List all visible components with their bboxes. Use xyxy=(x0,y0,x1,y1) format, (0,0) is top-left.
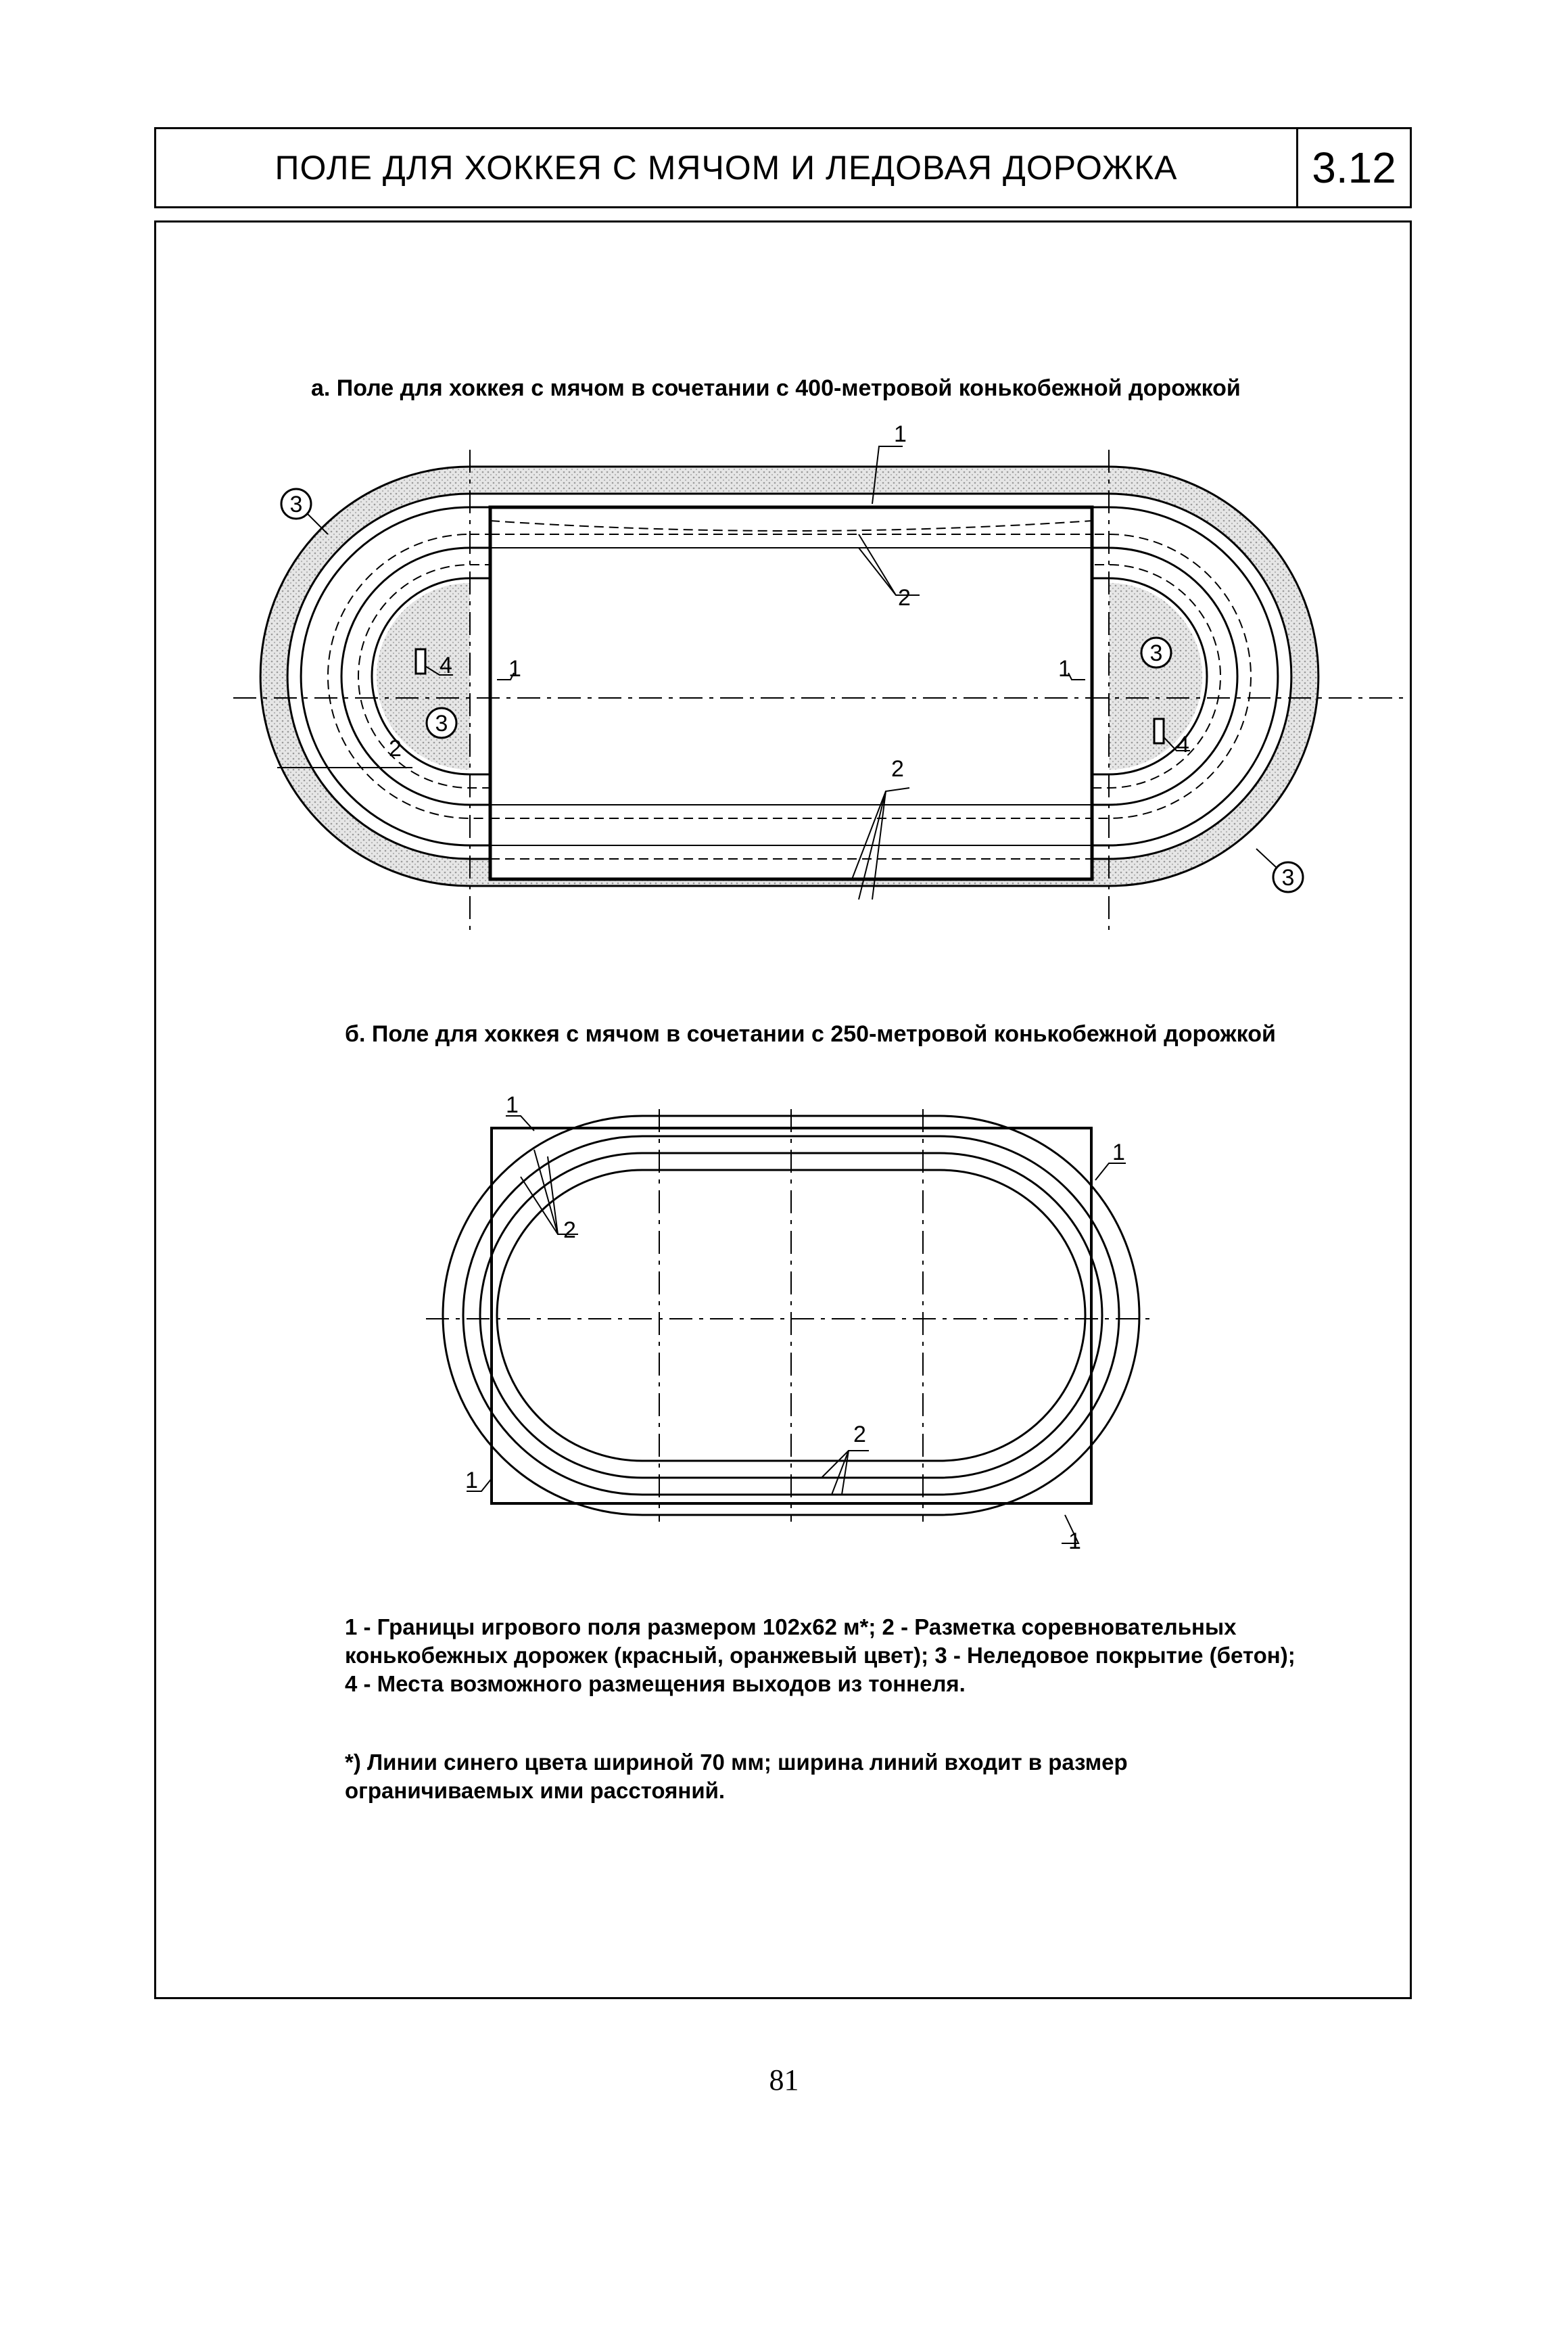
figure-b-caption: б. Поле для хоккея с мячом в сочетании с 250-метровой конькобежной дорожкой xyxy=(345,1021,1276,1047)
playing-field xyxy=(490,507,1092,879)
label-b-1-bottomright: 1 xyxy=(1068,1528,1081,1554)
label-1-right: 1 xyxy=(1058,656,1071,682)
svg-text:3: 3 xyxy=(1281,865,1295,891)
legend-line-1: 1 - Границы игрового поля размером 102х62 м*; 2 - Разметка соревновательных xyxy=(345,1614,1237,1639)
label-3-bottom-right xyxy=(1256,849,1303,892)
page-title: ПОЛЕ ДЛЯ ХОККЕЯ С МЯЧОМ И ЛЕДОВАЯ ДОРОЖКА xyxy=(275,149,1178,187)
label-b-1-right: 1 xyxy=(1112,1140,1125,1165)
label-2-bottom: 2 xyxy=(891,756,904,782)
label-3-top-left xyxy=(281,489,328,534)
label-4-left: 4 xyxy=(439,653,452,678)
label-b-2-top: 2 xyxy=(563,1217,576,1243)
footnote xyxy=(345,1748,1359,1805)
svg-text:3: 3 xyxy=(289,492,303,517)
figure-a-caption: а. Поле для хоккея с мячом в сочетании с 400-метровой конькобежной дорожкой xyxy=(311,375,1241,401)
label-3-left-inner xyxy=(427,708,456,738)
page-number: 81 xyxy=(769,2063,799,2097)
label-b-2-bottom: 2 xyxy=(853,1422,866,1447)
footnote-line-2: ограничиваемых ими расстояний. xyxy=(345,1778,726,1804)
label-1-left: 1 xyxy=(508,656,521,682)
label-3-right-inner xyxy=(1141,638,1171,668)
figure-b-diagram xyxy=(426,1092,1156,1554)
label-b-1-topleft: 1 xyxy=(506,1092,519,1118)
legend-line-2: конькобежных дорожек (красный, оранжевый цвет); 3 - Неледовое покрытие (бетон); xyxy=(345,1643,1296,1668)
tunnel-exit-right xyxy=(1154,719,1164,743)
legend xyxy=(345,1613,1359,1699)
legend-line-3: 4 - Места возможного размещения выходов из тоннеля. xyxy=(345,1671,966,1697)
label-1-top: 1 xyxy=(894,421,907,447)
footnote-line-1: *) Линии синего цвета шириной 70 мм; ширина линий входит в размер xyxy=(345,1750,1128,1775)
svg-text:3: 3 xyxy=(435,711,448,736)
label-b-1-bottomleft: 1 xyxy=(465,1468,478,1493)
label-4-right: 4 xyxy=(1177,732,1189,757)
svg-text:3: 3 xyxy=(1149,640,1163,666)
section-code: 3.12 xyxy=(1296,129,1410,206)
tunnel-exit-left xyxy=(416,649,425,674)
label-2-left: 2 xyxy=(389,736,402,762)
label-2-top: 2 xyxy=(898,585,911,611)
